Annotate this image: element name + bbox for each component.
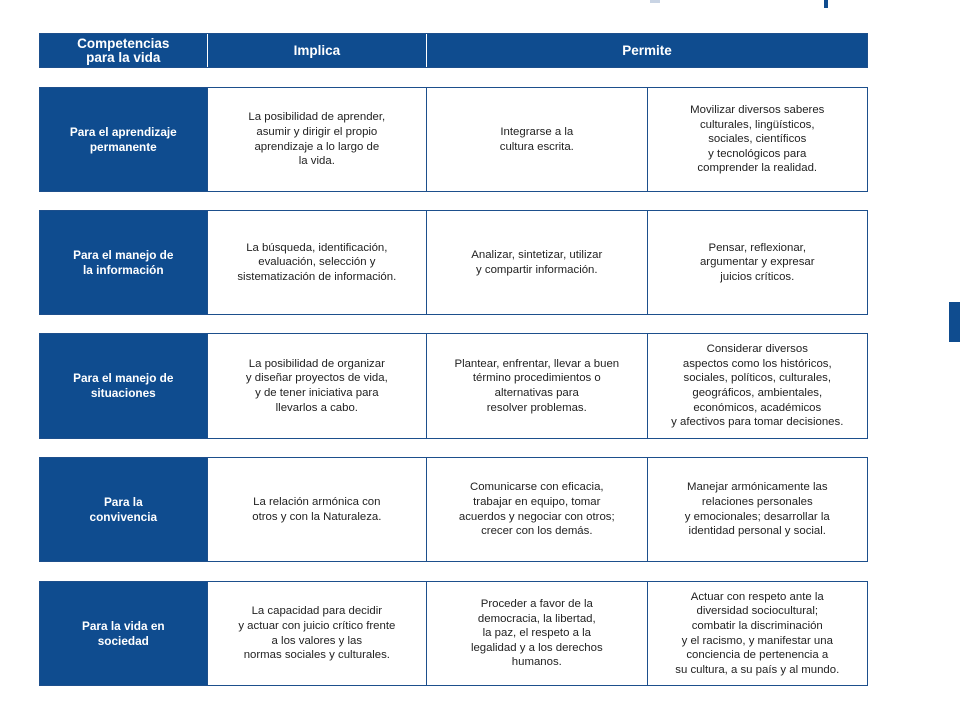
top-decoration-mark [824, 0, 828, 8]
cell-permite-2: Actuar con respeto ante la diversidad sociocultural; combatir la discriminación y el racismo, y manifestar una conciencia de pertenencia a su cultura, a su país y al mundo. [675, 590, 840, 676]
row-label: Para el aprendizaje permanente [40, 88, 208, 191]
cell-implica: La relación armónica con otros y con la Naturaleza. [208, 458, 427, 561]
cell-permite-2: Manejar armónicamente las relaciones personales y emocionales; desarrollar la identidad personal y social. [684, 481, 830, 538]
table-row [39, 457, 868, 562]
cell-permite-1: Plantear, enfrentar, llevar a buen término procedimientos o alternativas para resolver problemas. [427, 334, 647, 438]
table-header [39, 33, 868, 68]
cell-implica: La posibilidad de aprender, asumir y dirigir el propio aprendizaje a lo largo de la vida. [208, 88, 427, 191]
cell-permite-2: Movilizar diversos saberes culturales, lingüísticos, sociales, científicos y tecnológicos para comprender la realidad. [690, 104, 825, 175]
header-implica: Implica [208, 34, 427, 67]
header-permite: Permite [622, 42, 672, 58]
row-label: Para la convivencia [40, 458, 208, 561]
table-row [39, 210, 868, 315]
cell-implica: La posibilidad de organizar y diseñar proyectos de vida, y de tener iniciativa para llevarlos a cabo. [208, 334, 427, 438]
row-label: Para el manejo de situaciones [40, 334, 208, 438]
top-decoration-line [650, 0, 660, 3]
cell-permite-2: Pensar, reflexionar, argumentar y expresar juicios críticos. [699, 241, 815, 283]
cell-permite-2: Considerar diversos aspectos como los históricos, sociales, políticos, culturales, geográficos, ambientales, económicos, académicos y afectivos para tomar decisiones. [671, 343, 844, 429]
table-row [39, 87, 868, 192]
cell-permite-1: Analizar, sintetizar, utilizar y compartir información. [427, 211, 647, 314]
side-tab-marker [949, 302, 960, 342]
cell-implica: La capacidad para decidir y actuar con juicio crítico frente a los valores y las normas sociales y culturales. [208, 582, 427, 685]
cell-permite-1: Comunicarse con eficacia, trabajar en equipo, tomar acuerdos y negociar con otros; crecer con los demás. [427, 458, 647, 561]
header-competencias: Competencias para la vida [40, 34, 208, 67]
row-label: Para el manejo de la información [40, 211, 208, 314]
cell-implica: La búsqueda, identificación, evaluación, selección y sistematización de información. [208, 211, 427, 314]
cell-permite-1: Integrarse a la cultura escrita. [427, 88, 647, 191]
table-row [39, 333, 868, 439]
table-row [39, 581, 868, 686]
row-label: Para la vida en sociedad [40, 582, 208, 685]
cell-permite-1: Proceder a favor de la democracia, la libertad, la paz, el respeto a la legalidad y a los derechos humanos. [427, 582, 647, 685]
